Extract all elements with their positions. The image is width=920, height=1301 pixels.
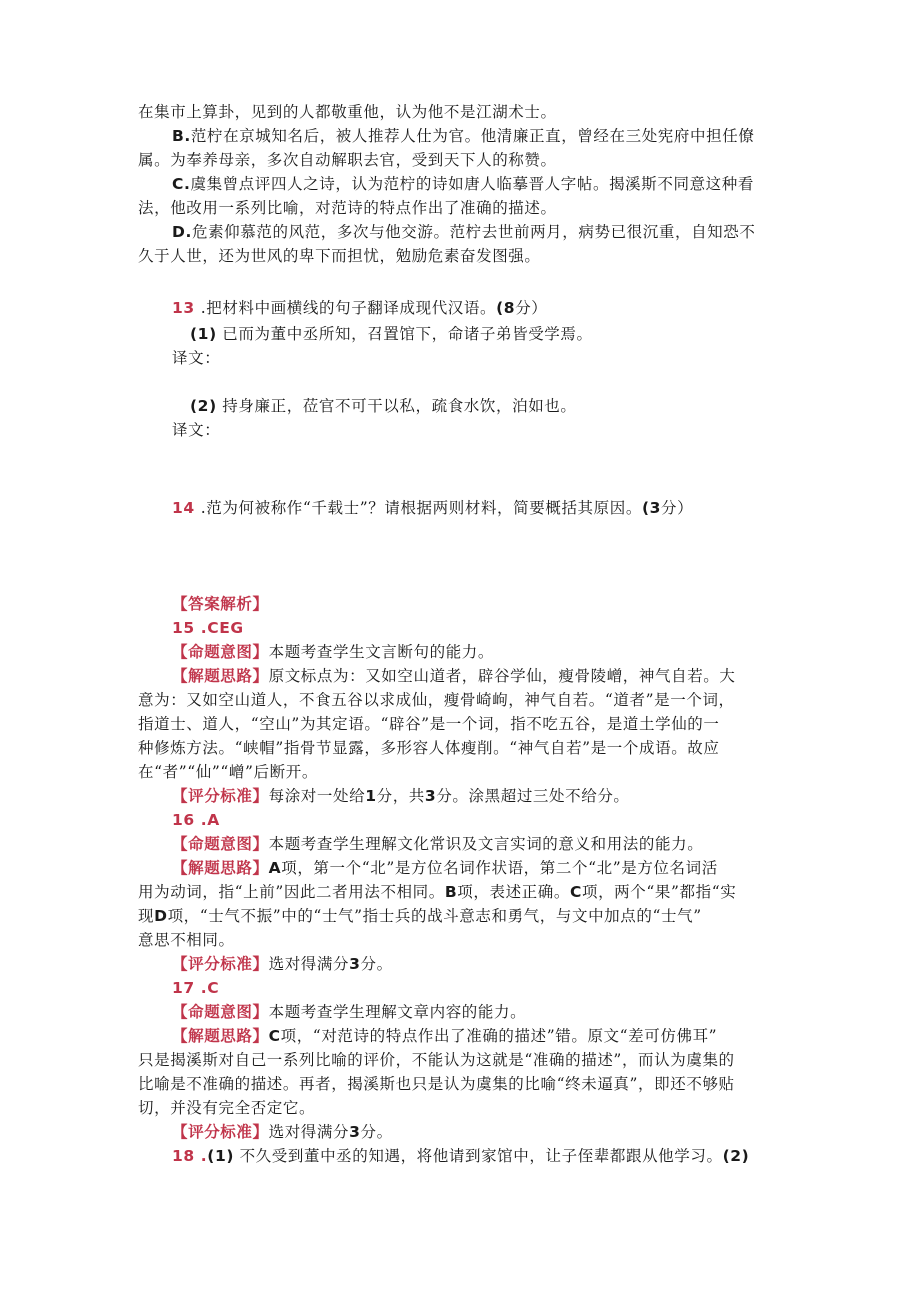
text-line (138, 760, 788, 784)
text-run: .C (200, 979, 220, 997)
text-line (172, 808, 822, 832)
text-run: (1) (207, 1147, 235, 1165)
text-run: 选对得满分 (268, 1123, 350, 1141)
text-line (172, 784, 822, 808)
text-run: 项，第一个“北”是方位名词作状语，第二个“北”是方位名词活 (281, 859, 718, 877)
text-line (172, 172, 822, 196)
text-run: 分） (661, 499, 694, 517)
text-run: 【命题意图】 (172, 643, 269, 661)
text-run: 指道士、道人，“空山”为其定语。“辟谷”是一个词，指不吃五谷，是道土学仙的一 (138, 715, 720, 733)
text-line (190, 322, 840, 346)
text-run: 原文标点为：又如空山道者，辟谷学仙，瘦骨陵嶒，神气自若。大 (268, 667, 736, 685)
text-line (138, 880, 788, 904)
text-line (138, 928, 788, 952)
text-run: 危素仰慕范的风范，多次与他交游。范柠去世前两月，病势已很沉重，自知恐不 (191, 223, 756, 241)
text-line (172, 296, 822, 320)
text-run: B (444, 883, 458, 901)
text-run: C (569, 883, 582, 901)
text-run: 选对得满分 (268, 955, 350, 973)
text-line (172, 1000, 822, 1024)
text-run: A (268, 859, 282, 877)
text-line (138, 244, 788, 268)
text-run: 已而为董中丞所知，召置馆下，命诸子弟皆受学焉。 (216, 325, 593, 343)
text-line (172, 1024, 822, 1048)
text-line (172, 124, 822, 148)
text-line (172, 1144, 822, 1168)
text-run: 在“者”“仙”“嶒”后断开。 (138, 763, 318, 781)
text-run: .A (200, 811, 220, 829)
text-run: (2) (190, 397, 217, 415)
text-run: 17 (172, 979, 195, 997)
text-run: 种修炼方法。“峡帽”指骨节显露，多形容人体瘦削。“神气自若”是一个成语。故应 (138, 739, 720, 757)
text-run: 3 (349, 1123, 361, 1141)
text-line (138, 1096, 788, 1120)
text-run: 本题考查学生理解文化常识及文言实词的意义和用法的能力。 (268, 835, 704, 853)
text-run: 用为动词，指“上前”因此二者用法不相同。 (138, 883, 445, 901)
text-run: 属。为奉养母亲，多次自动解职去官，受到天下人的称赞。 (138, 151, 557, 169)
text-run: 【解题思路】 (172, 859, 269, 877)
text-run: 分。 (360, 1123, 393, 1141)
text-run: 虞集曾点评四人之诗，认为范柠的诗如唐人临摹晋人字帖。揭溪斯不同意这种看 (190, 175, 754, 193)
text-run: 只是揭溪斯对自己一系列比喻的评价，不能认为这就是“准确的描述”，而认为虞集的 (138, 1051, 735, 1069)
text-run: 译文： (172, 349, 221, 367)
text-run: . (200, 1147, 208, 1165)
text-line (172, 1120, 822, 1144)
text-run: 分。涂黑超过三处不给分。 (436, 787, 630, 805)
text-line (138, 100, 788, 124)
text-run: (8 (496, 299, 516, 317)
text-line (138, 904, 788, 928)
text-line (138, 688, 788, 712)
text-run: 项，两个“果”都指“实 (581, 883, 737, 901)
text-run: 在集市上算卦，见到的人都敬重他，认为他不是江湖术士。 (138, 103, 557, 121)
text-run: B. (172, 127, 191, 145)
text-run: .把材料中画横线的句子翻译成现代汉语。 (200, 299, 497, 317)
text-run: 每涂对一处给 (268, 787, 366, 805)
text-run: 分，共 (376, 787, 425, 805)
text-run: 分） (515, 299, 548, 317)
text-run: 比喻是不准确的描述。再者，揭溪斯也只是认为虞集的比喻“终未逼真”，即还不够贴 (138, 1075, 735, 1093)
text-line (190, 394, 840, 418)
text-line (172, 640, 822, 664)
text-run: .CEG (200, 619, 244, 637)
text-line (172, 856, 822, 880)
text-run: 【评分标准】 (172, 955, 269, 973)
text-run: 持身廉正，莅官不可干以私，疏食水饮，泊如也。 (216, 397, 577, 415)
text-line (138, 1072, 788, 1096)
text-run: 13 (172, 299, 195, 317)
text-line (172, 496, 822, 520)
text-run: (2) (722, 1147, 750, 1165)
text-run: C (268, 1027, 281, 1045)
text-run: 本题考查学生理解文章内容的能力。 (268, 1003, 527, 1021)
text-run: 3 (349, 955, 361, 973)
text-run: 意思不相同。 (138, 931, 235, 949)
text-run: 项，“士气不振”中的“士气”指士兵的战斗意志和勇气，与文中加点的“士气” (167, 907, 702, 925)
text-line (172, 418, 822, 442)
text-line (172, 976, 822, 1000)
text-line (172, 952, 822, 976)
text-run: 【命题意图】 (172, 835, 269, 853)
text-run: (3 (641, 499, 662, 517)
text-run: 范柠在京城知名后，被人推荐人仕为官。他清廉正直，曾经在三处宪府中担任僚 (190, 127, 755, 145)
text-run: 【答案解析】 (172, 595, 269, 613)
text-run: 【命题意图】 (172, 1003, 269, 1021)
text-run: 16 (172, 811, 195, 829)
text-run: (1) (190, 325, 217, 343)
text-line (138, 712, 788, 736)
text-run: 法，他改用一系列比喻，对范诗的特点作出了准确的描述。 (138, 199, 557, 217)
text-line (138, 148, 788, 172)
text-run: 译文： (172, 421, 221, 439)
text-run: 久于人世，还为世风的卑下而担忧，勉励危素奋发图强。 (138, 247, 541, 265)
text-run: 【解题思路】 (172, 1027, 269, 1045)
text-run: D (154, 907, 168, 925)
text-run: 分。 (360, 955, 393, 973)
text-run: 15 (172, 619, 195, 637)
text-run: 项，“对范诗的特点作出了准确的描述”错。原文“差可仿佛耳” (280, 1027, 718, 1045)
text-run: 14 (172, 499, 195, 517)
text-run: 3 (424, 787, 437, 805)
text-run: D. (172, 223, 192, 241)
text-line (138, 196, 788, 220)
text-line (172, 592, 822, 616)
text-line (172, 220, 822, 244)
text-run: 【解题思路】 (172, 667, 269, 685)
text-run: 【评分标准】 (172, 787, 269, 805)
text-run: 切，并没有完全否定它。 (138, 1099, 316, 1117)
text-line (172, 832, 822, 856)
text-line (138, 736, 788, 760)
text-line (172, 616, 822, 640)
text-run: 项，表述正确。 (457, 883, 570, 901)
text-run: 现 (138, 907, 155, 925)
text-run: 意为：又如空山道人，不食五谷以求成仙，瘦骨崎岣，神气自若。“道者”是一个词， (138, 691, 735, 709)
text-line (138, 1048, 788, 1072)
text-run: C. (172, 175, 191, 193)
text-run: 【评分标准】 (172, 1123, 269, 1141)
text-run: 18 (172, 1147, 195, 1165)
text-run: .范为何被称作“千载士”？请根据两则材料，简要概括其原因。 (200, 499, 642, 517)
text-run: 不久受到董中丞的知遇，将他请到家馆中，让子侄辈都跟从他学习。 (234, 1147, 723, 1165)
text-run: 本题考查学生文言断句的能力。 (268, 643, 495, 661)
text-line (172, 664, 822, 688)
text-line (172, 346, 822, 370)
text-run: 1 (365, 787, 377, 805)
